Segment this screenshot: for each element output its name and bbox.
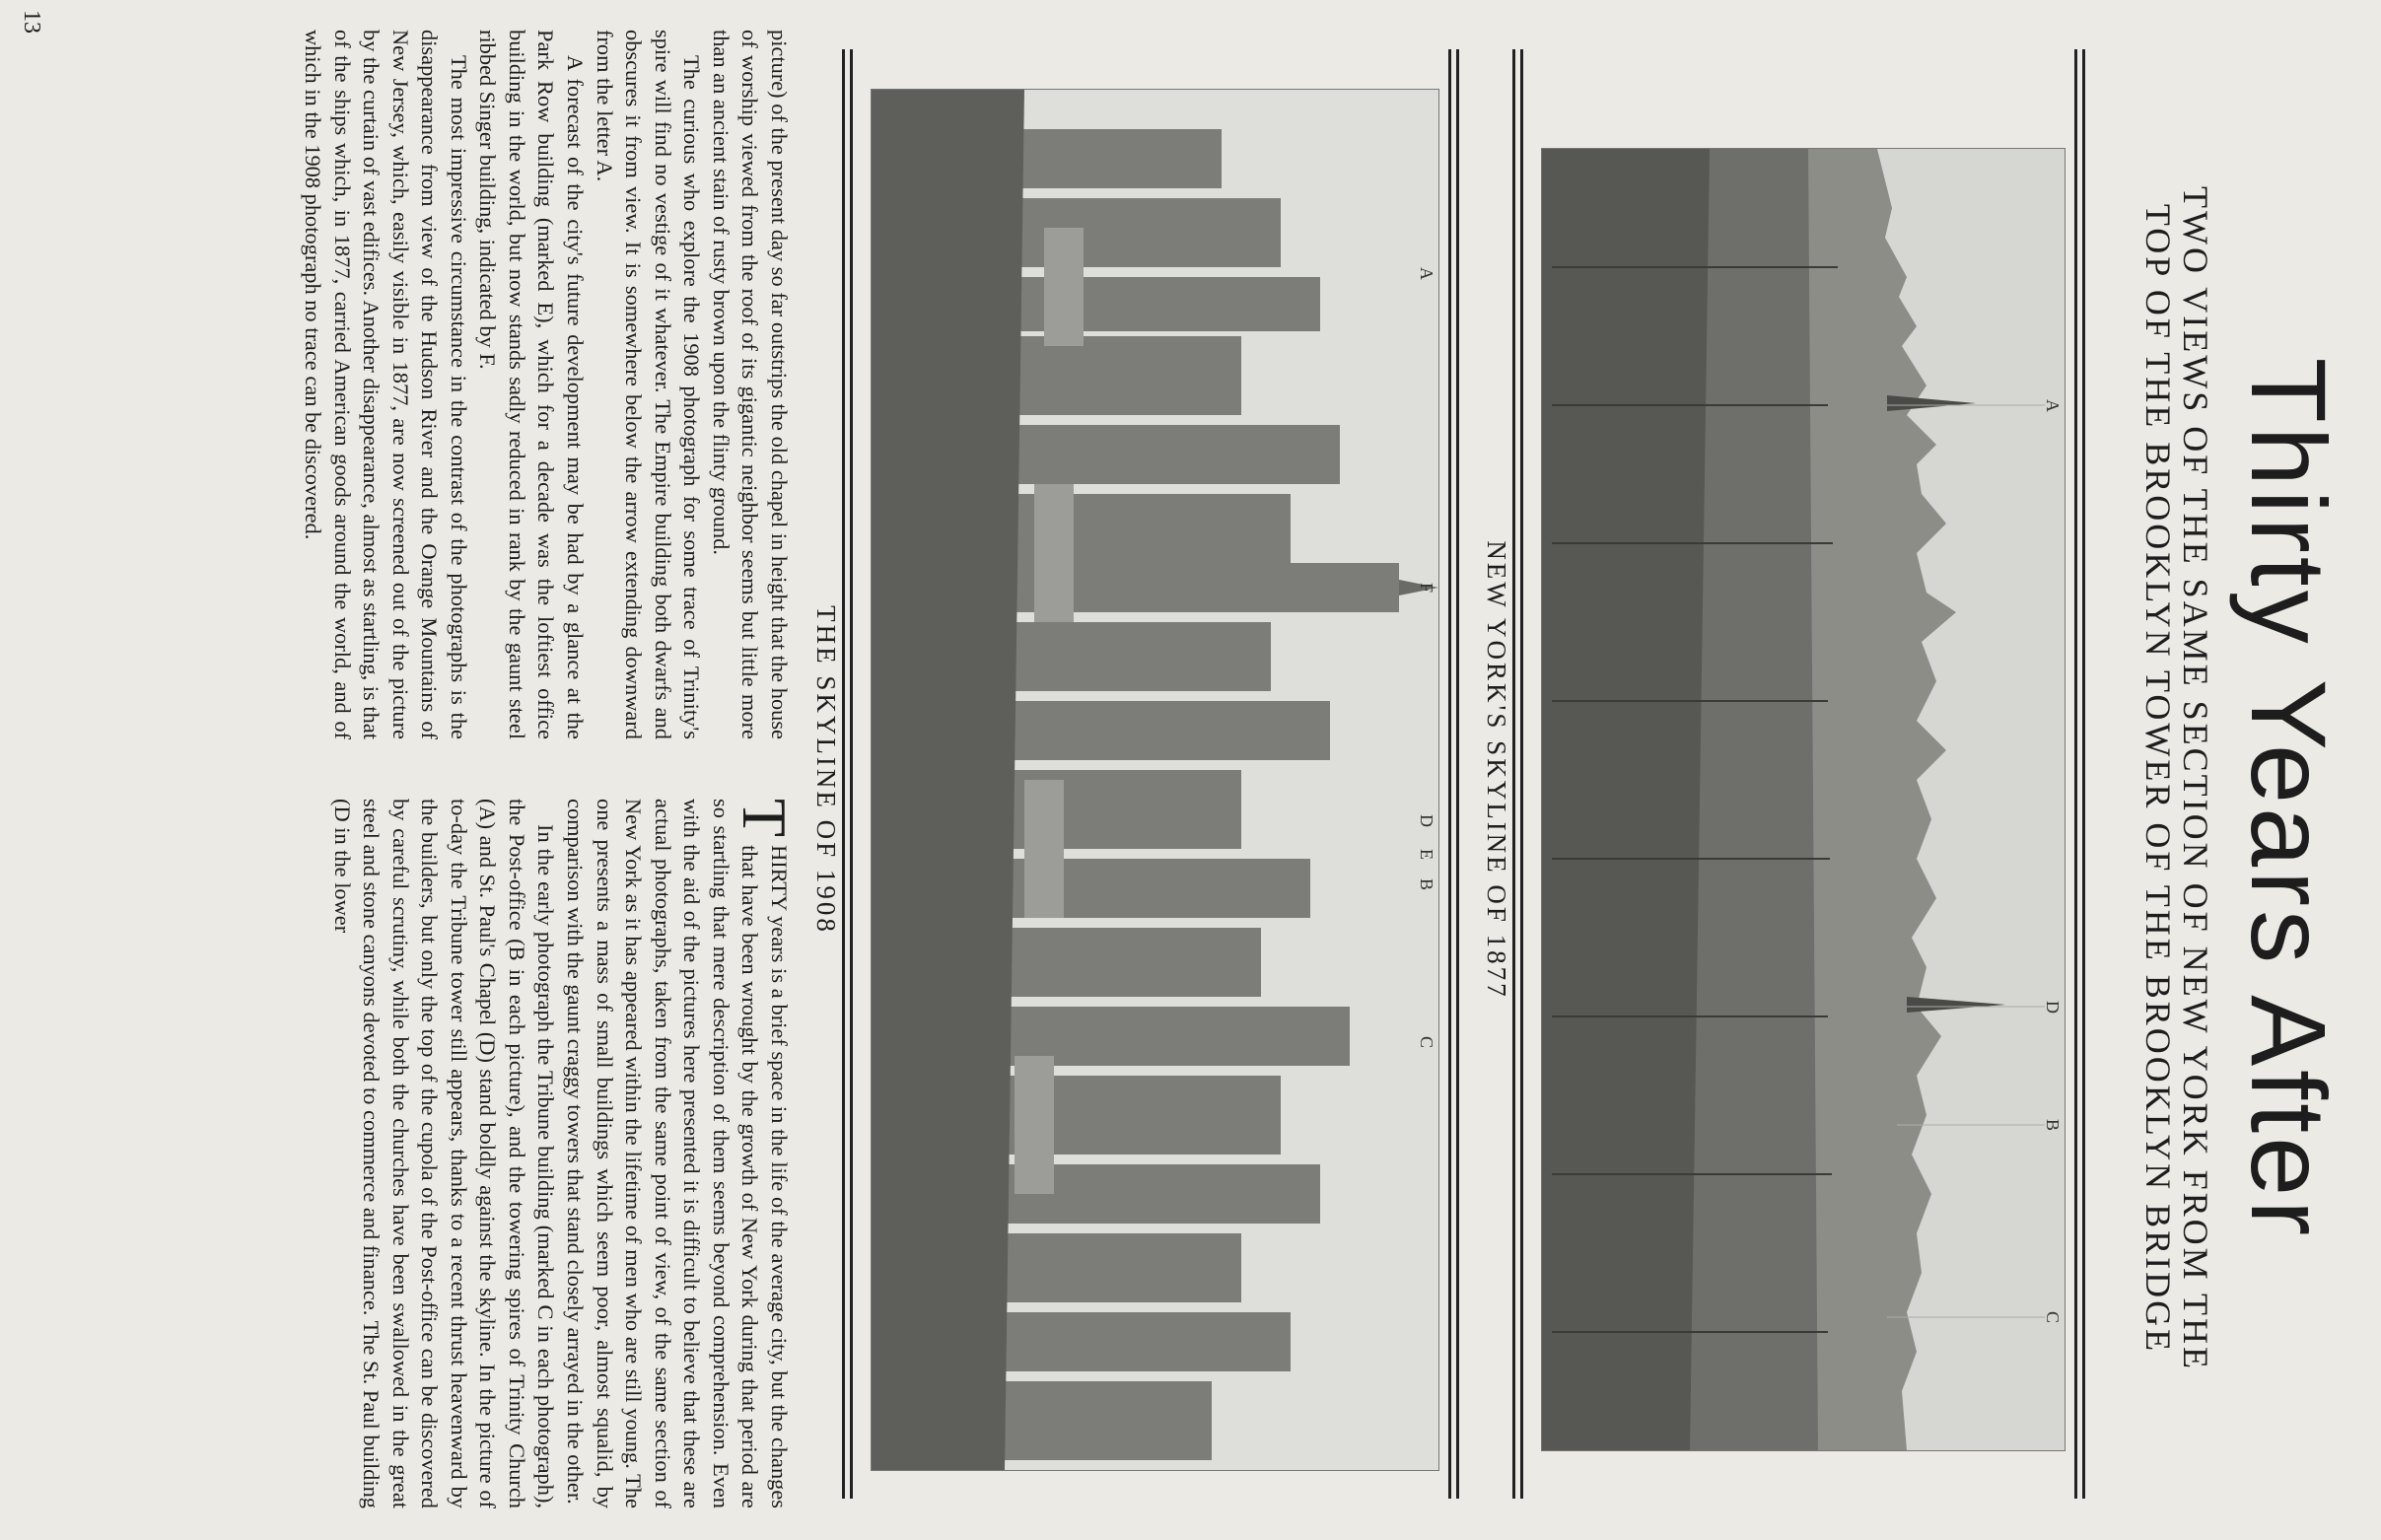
marker-1908-e: E bbox=[1417, 849, 1436, 860]
marker-1877-c: C bbox=[2043, 1311, 2063, 1324]
skyline-1877-illustration bbox=[1542, 149, 2065, 1450]
caption-1877: NEW YORK'S SKYLINE OF 1877 bbox=[1482, 540, 1511, 1000]
subtitle-line-2: TOP OF THE BROOKLYN TOWER OF THE BROOKLYN BRIDGE bbox=[2138, 203, 2179, 1355]
photo-1908-skyline bbox=[871, 89, 1439, 1471]
photo-1877-skyline bbox=[1541, 148, 2066, 1451]
body-left-paragraph-1: picture) of the present day so far outstrips the old chapel in height that the house of worship viewed from the roof of its gigantic neighbor seems but little more than an ancient stain of rusty brown upon the flinty ground. bbox=[708, 30, 792, 739]
bottom-rule-1908 bbox=[850, 49, 853, 1499]
marker-1908-a: A bbox=[1417, 267, 1436, 280]
marker-1908-c: C bbox=[1417, 1036, 1436, 1049]
marker-1908-d: D bbox=[1417, 814, 1436, 827]
bottom-rule-1877 bbox=[1520, 49, 1523, 1499]
marker-1908-f: F bbox=[1417, 583, 1436, 594]
subtitle-line-1: TWO VIEWS OF THE SAME SECTION OF NEW YORK FROM THE bbox=[2176, 185, 2215, 1372]
body-right-paragraph-1-text: HIRTY years is a brief space in the life of the average city, but the changes that have been wrought by the growth of New York during that period are so startling that mere description of them seems beyond comprehension. Even with the aid of the pictures here presented it is difficult to believe that these are actual photographs, taken from the same point of view, of the same section of New York as it has appeared within the lifetime of men who are still young. The one presents a mass of small buildings which seem poor, almost squalid, by comparison with the gaunt craggy towers that stand closely arrayed in the other. bbox=[563, 799, 792, 1508]
page-number: 13 bbox=[19, 10, 44, 34]
skyline-1908-illustration bbox=[872, 90, 1438, 1470]
body-left-paragraph-4: The most impressive circumstance in the contrast of the photographs is the disappearance from view of the Hudson River and the Orange Mountains of New Jersey, which, easily visible in 1877, are now screened out of the picture by the curtain of vast edifices. Another disappearance, almost as startling, is that of the ships which, in 1877, carried American goods around the world, and of which in the 1908 photograph no trace can be discovered. bbox=[301, 30, 471, 739]
body-column-left bbox=[298, 30, 794, 739]
marker-1877-b: B bbox=[2043, 1119, 2063, 1132]
page-title: Thirty Years After bbox=[2229, 357, 2348, 1240]
body-left-paragraph-2: The curious who explore the 1908 photograph for some trace of Trinity's spire will find no vestige of it whatever. The Empire building both dwarfs and obscures it from view. It is somewhere below the arrow extending downward from the letter A. bbox=[592, 30, 705, 739]
marker-1877-a: A bbox=[2043, 399, 2063, 412]
top-rule-1877 bbox=[2082, 49, 2085, 1499]
page-subtitle bbox=[2138, 148, 2213, 1410]
body-right-paragraph-1 bbox=[561, 799, 800, 1508]
body-right-paragraph-2: In the early photograph the Tribune building (marked C in each photograph), the Post-office (B in each picture), and the towering spires of Trinity Church (A) and St. Paul's Chapel (D) stand boldly against the skyline. In the picture of to-day the Tribune tower still appears, thanks to a recent thrust heavenward by the builders, but only the top of the cupola of the Post-office can be discovered by careful scrutiny, while both the churches have been swallowed in the great steel and stone canyons devoted to commerce and finance. The St. Paul building (D in the lower bbox=[329, 799, 559, 1508]
marker-1877-d: D bbox=[2043, 1001, 2063, 1014]
body-column-right bbox=[327, 799, 800, 1508]
caption-1908: THE SKYLINE OF 1908 bbox=[811, 605, 841, 935]
marker-1908-b: B bbox=[1417, 878, 1436, 891]
drop-cap: T bbox=[730, 799, 800, 838]
top-rule-1908 bbox=[1456, 49, 1459, 1499]
body-left-paragraph-3: A forecast of the city's future development may be had by a glance at the Park Row building (marked E), which for a decade was the loftiest office building in the world, but now stands sadly reduced in rank by the gaunt steel ribbed Singer building, indicated by F. bbox=[475, 30, 589, 739]
